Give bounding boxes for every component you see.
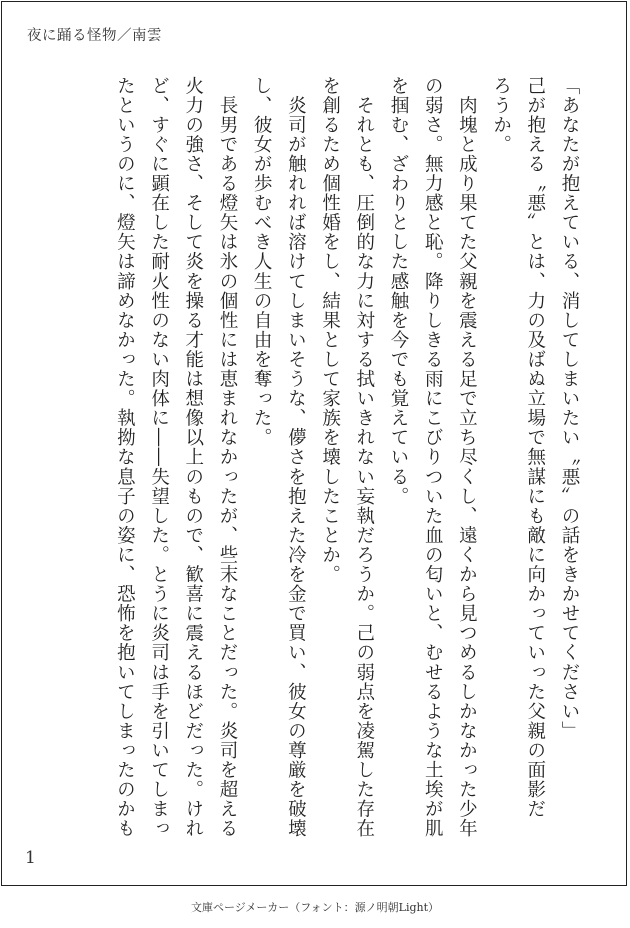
text-line: 火力の強さ、そして炎を操る才能は想像以上のもので、歓喜に震えるほどだった。けれ [182, 76, 204, 839]
text-line: 長男である燈矢は氷の個性には恵まれなかったが、些末なことだった。炎司を超える [216, 76, 238, 839]
text-line: ろうか。 [490, 76, 512, 155]
vertical-body-text [26, 76, 586, 846]
page-frame [1, 1, 627, 886]
footer-credit: 文庫ページメーカー（フォント：源ノ明朝Light） [190, 901, 440, 914]
text-line: 己が抱える〝悪〟とは、力の及ばぬ立場で無謀にも敵に向かっていった父親の面影だ [524, 76, 546, 819]
text-line: を掴む、ざわりとした感触を今でも覚えている。 [387, 76, 409, 507]
text-line: ど、すぐに顕在した耐火性のない肉体に――失望した。とうに炎司は手を引いてしまっ [148, 76, 170, 839]
text-line: それとも、圧倒的な力に対する拭いきれない妄執だろうか。己の弱点を凌駕した存在 [353, 76, 375, 839]
text-line: 「あなたが抱えている、消してしまいたい〝悪〟の話をきかせてください」 [559, 76, 580, 741]
text-line: を創るため個性婚をし、結果として家族を壊したことか。 [319, 76, 341, 585]
page-number: 1 [25, 848, 36, 868]
text-line: し、彼女が歩むべき人生の自由を奪った。 [251, 76, 273, 448]
text-line: 炎司が触れれば溶けてしまいそうな、儚さを抱えた冷を金で買い、彼女の尊厳を破壊 [285, 76, 307, 839]
page-header-title: 夜に踊る怪物／南雲 [27, 28, 162, 44]
text-line: たというのに、燈矢は諦めなかった。執拗な息子の姿に、恐怖を抱いてしまったのかも [114, 76, 136, 839]
text-line: 肉塊と成り果てた父親を震える足で立ち尽くし、遠くから見つめるしかなかった少年 [456, 76, 478, 839]
text-line: の弱さ。無力感と恥。降りしきる雨にこびりついた血の匂いと、むせるような土埃が肌 [422, 76, 444, 839]
